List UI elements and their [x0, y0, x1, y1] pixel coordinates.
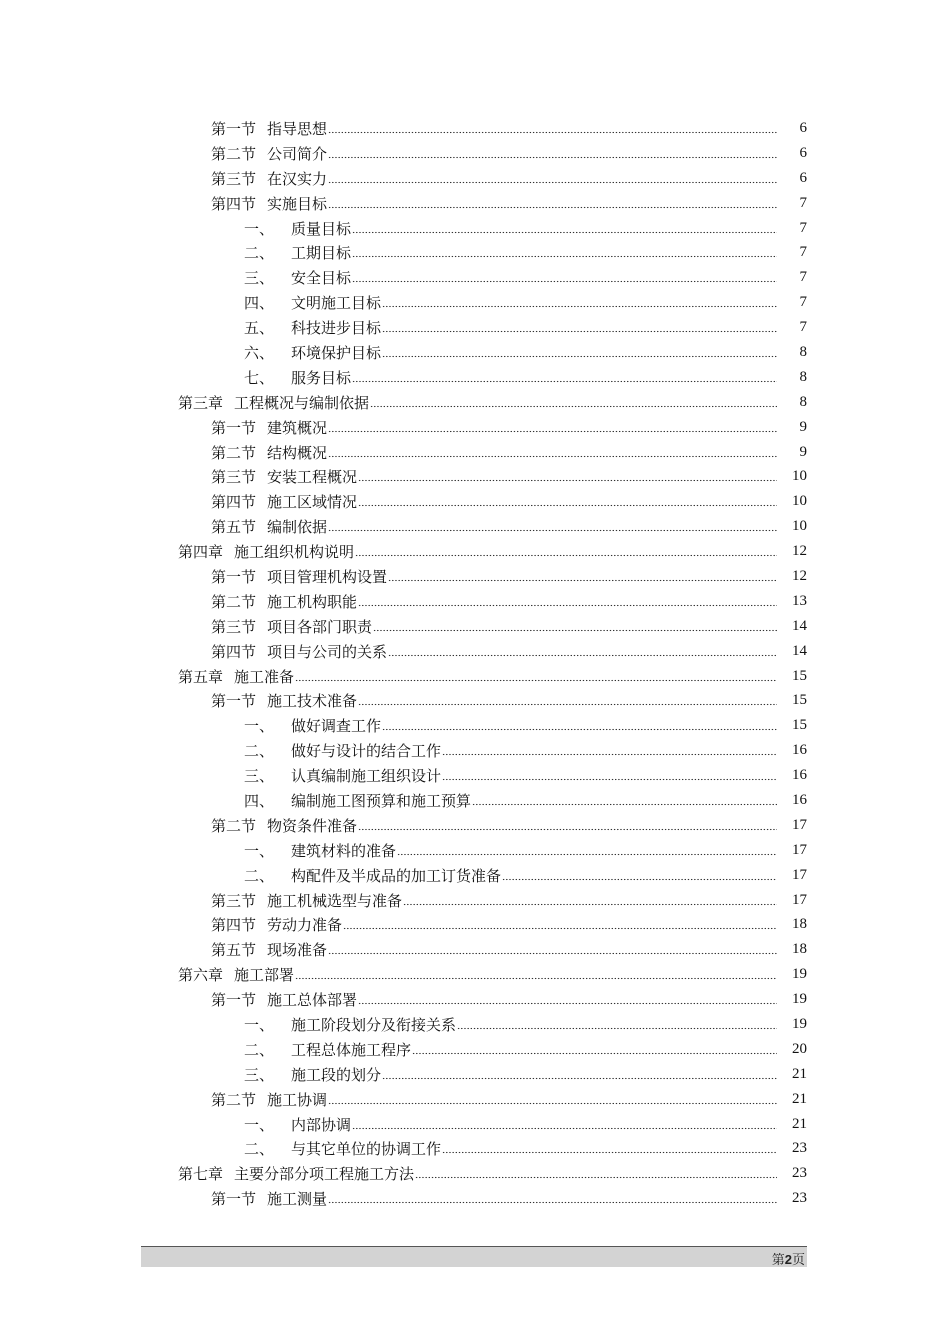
toc-entry-title: 施工准备 — [234, 669, 295, 686]
toc-entry-number: 一、 — [244, 719, 275, 736]
toc-entry-title: 在汉实力 — [267, 171, 328, 188]
toc-entry-title: 工期目标 — [291, 246, 352, 263]
toc-entry[interactable] — [0, 1186, 807, 1211]
toc-entry-page: 15 — [792, 692, 807, 709]
toc-entry-label — [244, 715, 382, 736]
toc-dot-leader — [397, 852, 777, 856]
toc-entry-title: 项目各部门职责 — [267, 619, 373, 636]
toc-entry[interactable] — [0, 514, 807, 539]
toc-dot-leader — [412, 1051, 777, 1055]
toc-entry[interactable] — [0, 1037, 807, 1062]
toc-entry-number: 第四节 — [211, 196, 257, 213]
toc-entry-label — [244, 292, 382, 313]
toc-entry-number: 第二节 — [211, 594, 257, 611]
toc-entry[interactable] — [0, 589, 807, 614]
toc-entry[interactable] — [0, 614, 807, 639]
toc-dot-leader — [328, 180, 777, 184]
toc-entry-label — [211, 442, 328, 463]
toc-entry-number: 第三节 — [211, 171, 257, 188]
toc-entry-page: 19 — [792, 1016, 807, 1032]
toc-entry-label — [244, 765, 442, 786]
toc-entry-number: 一、 — [244, 221, 275, 238]
toc-dot-leader — [328, 952, 777, 956]
toc-entry-label — [211, 939, 328, 960]
toc-entry[interactable] — [0, 440, 807, 465]
toc-entry-number: 第一节 — [211, 993, 257, 1010]
toc-entry-label — [211, 491, 358, 512]
toc-entry-page: 10 — [792, 518, 807, 535]
toc-entry[interactable] — [0, 664, 807, 689]
toc-entry[interactable] — [0, 191, 807, 216]
toc-dot-leader — [295, 678, 777, 682]
toc-dot-leader — [358, 827, 777, 831]
toc-entry-title: 劳动力准备 — [267, 918, 343, 935]
toc-entry-label — [244, 865, 502, 886]
toc-entry-number: 第三节 — [211, 619, 257, 636]
toc-dot-leader — [352, 1126, 777, 1130]
toc-entry[interactable] — [0, 415, 807, 440]
toc-entry-label — [178, 964, 295, 985]
toc-entry-page: 7 — [799, 269, 807, 286]
toc-entry-number: 第三章 — [178, 395, 224, 412]
toc-entry[interactable] — [0, 390, 807, 415]
toc-dot-leader — [328, 1101, 777, 1105]
toc-dot-leader — [370, 404, 777, 408]
toc-entry[interactable] — [0, 639, 807, 664]
toc-entry-number: 第四节 — [211, 644, 257, 661]
toc-entry[interactable] — [0, 315, 807, 340]
toc-dot-leader — [415, 1176, 777, 1180]
toc-entry-number: 第三节 — [211, 470, 257, 487]
toc-entry-label — [244, 267, 352, 288]
toc-entry-label — [211, 815, 358, 836]
toc-entry-label — [211, 193, 328, 214]
toc-entry-label — [211, 690, 358, 711]
toc-entry-number: 五、 — [244, 321, 275, 338]
toc-entry-number: 第五章 — [178, 669, 224, 686]
toc-entry-number: 第六章 — [178, 968, 224, 985]
toc-entry-page: 8 — [799, 393, 807, 410]
toc-dot-leader — [358, 703, 777, 707]
toc-entry-number: 一、 — [244, 1117, 275, 1134]
toc-entry-page: 17 — [792, 816, 807, 833]
toc-entry-number: 六、 — [244, 345, 275, 362]
toc-entry-label — [244, 1114, 352, 1135]
toc-entry-page: 23 — [792, 1165, 807, 1182]
toc-entry-title: 施工技术准备 — [267, 694, 358, 711]
toc-entry-title: 主要分部分项工程施工方法 — [234, 1167, 415, 1184]
toc-entry-page: 10 — [792, 493, 807, 510]
toc-entry[interactable] — [0, 265, 807, 290]
toc-entry-number: 第一节 — [211, 694, 257, 711]
toc-entry-label — [244, 218, 352, 239]
toc-entry-title: 编制依据 — [267, 520, 328, 537]
toc-dot-leader — [352, 255, 777, 259]
toc-entry[interactable] — [0, 1112, 807, 1137]
toc-entry-number: 第四节 — [211, 918, 257, 935]
toc-dot-leader — [343, 927, 777, 931]
toc-entry[interactable] — [0, 713, 807, 738]
toc-entry-number: 三、 — [244, 271, 275, 288]
toc-entry-page: 18 — [792, 916, 807, 933]
toc-entry-number: 二、 — [244, 1042, 275, 1059]
toc-entry-number: 四、 — [244, 793, 275, 810]
toc-entry-label — [211, 914, 343, 935]
toc-entry-title: 建筑概况 — [267, 420, 328, 437]
table-of-contents — [0, 116, 950, 1211]
toc-entry[interactable] — [0, 1062, 807, 1087]
toc-entry[interactable] — [0, 788, 807, 813]
toc-entry[interactable] — [0, 1161, 807, 1186]
toc-entry-title: 施工机构职能 — [267, 594, 358, 611]
toc-dot-leader — [472, 802, 777, 806]
toc-entry[interactable] — [0, 240, 807, 265]
toc-entry-label — [211, 616, 373, 637]
toc-dot-leader — [373, 628, 777, 632]
toc-entry-label — [178, 541, 355, 562]
toc-entry-label — [244, 1014, 457, 1035]
toc-dot-leader — [457, 1027, 777, 1031]
toc-entry[interactable] — [0, 216, 807, 241]
toc-entry-title: 实施目标 — [267, 196, 328, 213]
toc-entry-label — [211, 466, 358, 487]
toc-entry-page: 17 — [792, 891, 807, 908]
toc-dot-leader — [328, 155, 777, 159]
toc-entry-label — [244, 790, 472, 811]
toc-entry-title: 项目与公司的关系 — [267, 644, 388, 661]
toc-dot-leader — [442, 1151, 777, 1155]
toc-dot-leader — [382, 728, 777, 732]
toc-entry[interactable] — [0, 166, 807, 191]
toc-entry-number: 第四章 — [178, 545, 224, 562]
toc-entry-number: 二、 — [244, 744, 275, 761]
toc-entry-page: 23 — [792, 1140, 807, 1157]
toc-entry-title: 项目管理机构设置 — [267, 569, 388, 586]
toc-entry-page: 9 — [799, 418, 807, 435]
toc-entry-label — [211, 1089, 328, 1110]
toc-entry-page: 12 — [792, 543, 807, 560]
toc-entry-page: 21 — [792, 1090, 807, 1107]
toc-entry-page: 19 — [792, 991, 807, 1008]
toc-entry-label — [211, 989, 358, 1010]
toc-dot-leader — [328, 1201, 777, 1205]
toc-entry-number: 七、 — [244, 370, 275, 387]
toc-entry-page: 16 — [792, 742, 807, 759]
toc-entry-page: 8 — [799, 343, 807, 360]
toc-entry[interactable] — [0, 1087, 807, 1112]
toc-entry-page: 7 — [799, 244, 807, 261]
toc-entry-title: 环境保护目标 — [291, 345, 382, 362]
toc-entry-title: 编制施工图预算和施工预算 — [291, 793, 472, 810]
toc-entry[interactable] — [0, 738, 807, 763]
toc-entry-page: 19 — [792, 966, 807, 983]
toc-entry[interactable] — [0, 464, 807, 489]
toc-entry-title: 安全目标 — [291, 271, 352, 288]
toc-entry-page: 17 — [792, 841, 807, 858]
toc-entry-label — [244, 367, 352, 388]
toc-entry-label — [211, 566, 388, 587]
toc-entry-title: 施工阶段划分及衔接关系 — [291, 1018, 457, 1034]
toc-entry-number: 三、 — [244, 1067, 275, 1084]
toc-entry-page: 20 — [792, 1040, 807, 1057]
toc-entry[interactable] — [0, 141, 807, 166]
toc-entry-number: 第二节 — [211, 146, 257, 163]
toc-entry-label — [244, 1138, 442, 1159]
toc-entry-number: 一、 — [244, 1018, 275, 1034]
toc-entry-page: 17 — [792, 866, 807, 883]
toc-entry-label — [211, 890, 403, 911]
toc-dot-leader — [352, 230, 777, 234]
toc-entry[interactable] — [0, 564, 807, 589]
toc-entry-label — [244, 342, 382, 363]
page-footer — [141, 1246, 807, 1267]
toc-entry[interactable] — [0, 813, 807, 838]
toc-dot-leader — [328, 130, 777, 134]
toc-dot-leader — [403, 902, 777, 906]
toc-entry-number: 第一节 — [211, 1192, 257, 1209]
toc-entry-title: 做好与设计的结合工作 — [291, 744, 442, 761]
toc-entry-number: 第一节 — [211, 420, 257, 437]
toc-entry-label — [211, 516, 328, 537]
toc-entry[interactable] — [0, 340, 807, 365]
toc-dot-leader — [382, 354, 777, 358]
toc-entry-page: 21 — [792, 1065, 807, 1082]
toc-entry-title: 科技进步目标 — [291, 321, 382, 338]
toc-dot-leader — [388, 653, 777, 657]
toc-entry-number: 第三节 — [211, 893, 257, 910]
toc-entry[interactable] — [0, 937, 807, 962]
toc-entry-label — [211, 143, 328, 164]
toc-entry-page: 21 — [792, 1115, 807, 1132]
toc-entry-title: 施工部署 — [234, 968, 295, 985]
toc-entry-title: 指导思想 — [267, 121, 328, 138]
toc-entry-page: 14 — [792, 617, 807, 634]
toc-entry-title: 内部协调 — [291, 1117, 352, 1134]
toc-dot-leader — [352, 379, 777, 383]
toc-entry-page: 12 — [792, 567, 807, 584]
toc-entry[interactable] — [0, 365, 807, 390]
toc-entry-label — [244, 740, 442, 761]
toc-dot-leader — [328, 454, 777, 458]
toc-entry-page: 6 — [799, 169, 807, 186]
toc-dot-leader — [382, 330, 777, 334]
toc-dot-leader — [502, 877, 777, 881]
toc-entry[interactable] — [0, 763, 807, 788]
toc-entry-label — [244, 1064, 382, 1085]
toc-entry-label — [211, 641, 388, 662]
toc-entry-title: 服务目标 — [291, 370, 352, 387]
toc-dot-leader — [328, 205, 777, 209]
toc-entry-page: 7 — [799, 194, 807, 211]
toc-entry-number: 四、 — [244, 296, 275, 313]
toc-entry-number: 三、 — [244, 769, 275, 786]
toc-entry-title: 施工段的划分 — [291, 1067, 382, 1084]
toc-dot-leader — [358, 1002, 777, 1006]
toc-entry-label — [211, 1188, 328, 1209]
toc-entry-label — [244, 840, 397, 861]
toc-entry-page: 10 — [792, 468, 807, 485]
toc-dot-leader — [358, 504, 777, 508]
toc-dot-leader — [352, 280, 777, 284]
toc-entry-title: 工程总体施工程序 — [291, 1042, 412, 1059]
toc-entry[interactable] — [0, 863, 807, 888]
toc-entry-title: 施工组织机构说明 — [234, 545, 355, 562]
toc-entry[interactable] — [0, 888, 807, 913]
toc-dot-leader — [328, 529, 777, 533]
toc-entry-label — [178, 1163, 415, 1184]
toc-entry-label — [211, 168, 328, 189]
toc-entry-number: 第四节 — [211, 495, 257, 512]
toc-entry-title: 公司简介 — [267, 146, 328, 163]
toc-entry-label — [211, 591, 358, 612]
toc-entry-page: 15 — [792, 717, 807, 734]
toc-entry-page: 6 — [799, 119, 807, 136]
toc-entry[interactable] — [0, 1137, 807, 1162]
toc-entry-title: 质量目标 — [291, 221, 352, 238]
toc-entry[interactable] — [0, 290, 807, 315]
toc-entry-title: 施工总体部署 — [267, 993, 358, 1010]
toc-dot-leader — [382, 1076, 777, 1080]
toc-dot-leader — [295, 977, 777, 981]
toc-entry-label — [178, 392, 370, 413]
toc-entry-page: 6 — [799, 144, 807, 161]
toc-entry-page: 7 — [799, 294, 807, 311]
toc-entry-title: 文明施工目标 — [291, 296, 382, 313]
toc-dot-leader — [328, 429, 777, 433]
toc-entry-label — [178, 666, 295, 687]
toc-dot-leader — [388, 578, 777, 582]
toc-entry-label — [211, 118, 328, 139]
toc-entry-page: 7 — [799, 319, 807, 336]
toc-dot-leader — [442, 753, 777, 757]
toc-entry[interactable] — [0, 838, 807, 863]
toc-entry-number: 二、 — [244, 868, 275, 885]
toc-entry-label — [211, 417, 328, 438]
toc-entry[interactable] — [0, 913, 807, 938]
toc-dot-leader — [382, 305, 777, 309]
toc-entry-number: 第一节 — [211, 569, 257, 586]
toc-entry-page: 18 — [792, 941, 807, 958]
toc-entry-title: 施工协调 — [267, 1092, 328, 1109]
toc-entry-number: 第七章 — [178, 1167, 224, 1184]
toc-entry[interactable] — [0, 987, 807, 1012]
toc-entry-page: 15 — [792, 667, 807, 684]
toc-entry-page: 8 — [799, 368, 807, 385]
toc-entry-label — [244, 317, 382, 338]
toc-entry-page: 16 — [792, 791, 807, 808]
toc-entry-number: 第五节 — [211, 943, 257, 960]
toc-entry[interactable] — [0, 116, 807, 141]
toc-dot-leader — [442, 778, 777, 782]
toc-entry-page: 16 — [792, 767, 807, 784]
toc-entry-title: 构配件及半成品的加工订货准备 — [291, 868, 502, 885]
toc-entry-title: 结构概况 — [267, 445, 328, 462]
toc-dot-leader — [355, 554, 777, 558]
toc-dot-leader — [358, 603, 777, 607]
toc-entry-title: 现场准备 — [267, 943, 328, 960]
toc-entry-number: 第五节 — [211, 520, 257, 537]
toc-entry-title: 施工区域情况 — [267, 495, 358, 512]
toc-entry-title: 安装工程概况 — [267, 470, 358, 487]
toc-entry-page: 14 — [792, 642, 807, 659]
toc-entry[interactable] — [0, 489, 807, 514]
toc-entry-title: 与其它单位的协调工作 — [291, 1142, 442, 1159]
toc-entry-label — [244, 1039, 412, 1060]
toc-entry-number: 第一节 — [211, 121, 257, 138]
toc-entry[interactable] — [0, 962, 807, 987]
toc-entry-page: 23 — [792, 1190, 807, 1207]
toc-entry-title: 施工机械选型与准备 — [267, 893, 403, 910]
toc-entry-label — [244, 242, 352, 263]
toc-entry-title: 认真编制施工组织设计 — [291, 769, 442, 786]
toc-entry[interactable] — [0, 1012, 807, 1037]
toc-entry-number: 一、 — [244, 843, 275, 860]
toc-entry[interactable] — [0, 688, 807, 713]
toc-entry-number: 二、 — [244, 246, 275, 263]
toc-entry-number: 第二节 — [211, 1092, 257, 1109]
toc-entry-page: 7 — [799, 219, 807, 236]
toc-entry-number: 第二节 — [211, 445, 257, 462]
toc-entry-title: 工程概况与编制依据 — [234, 395, 370, 412]
page-number-label: 第2页 — [771, 1252, 805, 1267]
toc-dot-leader — [358, 479, 777, 483]
toc-entry-title: 做好调查工作 — [291, 719, 382, 736]
toc-entry-number: 第二节 — [211, 818, 257, 835]
toc-entry-title: 建筑材料的准备 — [291, 843, 397, 860]
toc-entry-page: 9 — [799, 443, 807, 460]
toc-entry-page: 13 — [792, 592, 807, 609]
toc-entry-number: 二、 — [244, 1142, 275, 1159]
toc-entry[interactable] — [0, 539, 807, 564]
toc-entry-title: 物资条件准备 — [267, 818, 358, 835]
toc-entry-title: 施工测量 — [267, 1192, 328, 1209]
